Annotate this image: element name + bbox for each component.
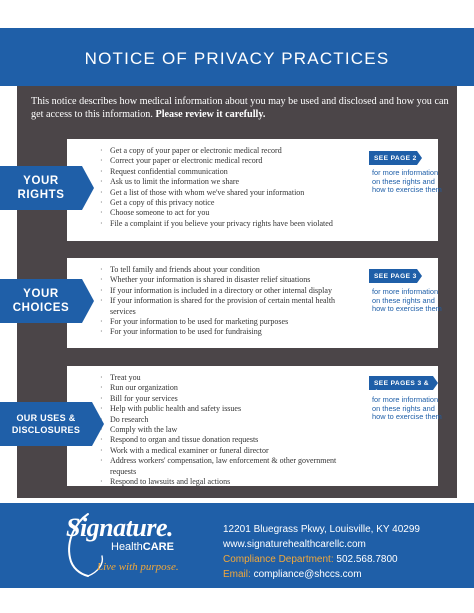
disclosures-tag (0, 402, 92, 446)
logo-tagline: Live with purpose. (97, 561, 179, 573)
rights-note: for more information on these rights and how to exercise them (372, 168, 442, 195)
list-item: · Choose someone to act for you (100, 208, 358, 218)
email-link[interactable]: compliance@shccs.com (253, 569, 362, 580)
list-item: · Work with a medical examiner or funeral director (100, 446, 358, 456)
list-item: · Comply with the law (100, 425, 358, 435)
list-item: · Request confidential communication (100, 167, 358, 177)
choices-tag-line2: CHOICES (12, 302, 70, 314)
logo-wordmark: Signature. (66, 513, 173, 542)
disclosures-tag-line1: OUR USES & (16, 413, 76, 423)
list-item: · For your information to be used for fundraising (100, 327, 358, 337)
compliance-phone[interactable]: 502.568.7800 (336, 554, 398, 565)
list-item: · Respond to organ and tissue donation requests (100, 435, 358, 445)
list-item: · Address workers' compensation, law enforcement & other government requests (100, 456, 358, 477)
list-item: · Help with public health and safety issues (100, 404, 358, 414)
see-page-3-badge: SEE PAGE 3 (369, 269, 417, 283)
list-item: · Ask us to limit the information we share (100, 177, 358, 187)
list-item: · Correct your paper or electronic medical record (100, 156, 358, 166)
see-pages-3-4-badge: SEE PAGES 3 & 4 (369, 376, 433, 390)
list-item: · File a complaint if you believe your privacy rights have been violated (100, 219, 358, 229)
intro-emphasis: Please review it carefully. (155, 108, 266, 120)
choices-tag-line1: YOUR (23, 288, 59, 300)
compliance-label: Compliance Department: (223, 554, 334, 565)
see-page-2-badge: SEE PAGE 2 (369, 151, 417, 165)
choices-note: for more information on these rights and how to exercise them (372, 287, 442, 314)
compliance-line (223, 554, 398, 566)
website-link[interactable]: www.signaturehealthcarellc.com (223, 539, 366, 550)
list-item: · To tell family and friends about your condition (100, 265, 358, 275)
list-item: · Bill for your services (100, 394, 358, 404)
list-item: · Respond to lawsuits and legal actions (100, 477, 358, 487)
rights-tag-line1: YOUR (23, 175, 59, 187)
list-item: · Whether your information is shared in disaster relief situations (100, 275, 358, 285)
list-item: · Do research (100, 415, 358, 425)
list-item: · Get a copy of your paper or electronic medical record (100, 146, 358, 156)
list-item: · Treat you (100, 373, 358, 383)
choices-tag (0, 279, 82, 323)
disclosures-tag-line2: DISCLOSURES (11, 425, 81, 435)
intro-text: This notice describes how medical information about you may be used and disclosed and how you can get access to this information. (31, 96, 449, 120)
address: 12201 Bluegrass Pkwy, Louisville, KY 40299 (223, 524, 420, 535)
disclosures-list (100, 373, 358, 487)
choices-list (100, 265, 358, 338)
logo-healthcare: HealthCARE (111, 541, 174, 553)
list-item: · For your information to be used for marketing purposes (100, 317, 358, 327)
email-line (223, 569, 362, 581)
list-item: · Get a list of those with whom we've shared your information (100, 188, 358, 198)
list-item: · If your information is shared for the provision of certain mental health services (100, 296, 358, 317)
page-title: NOTICE OF PRIVACY PRACTICES (84, 49, 390, 68)
list-item: · If your information is included in a directory or other internal display (100, 286, 358, 296)
rights-list (100, 146, 358, 229)
rights-tag (0, 166, 82, 210)
intro-paragraph (31, 96, 451, 121)
list-item: · Run our organization (100, 383, 358, 393)
list-item: · Get a copy of this privacy notice (100, 198, 358, 208)
rights-tag-line2: RIGHTS (17, 189, 65, 201)
disclosures-note: for more information on these rights and how to exercise them (372, 395, 442, 422)
title-banner (0, 28, 474, 86)
email-label: Email: (223, 569, 251, 580)
